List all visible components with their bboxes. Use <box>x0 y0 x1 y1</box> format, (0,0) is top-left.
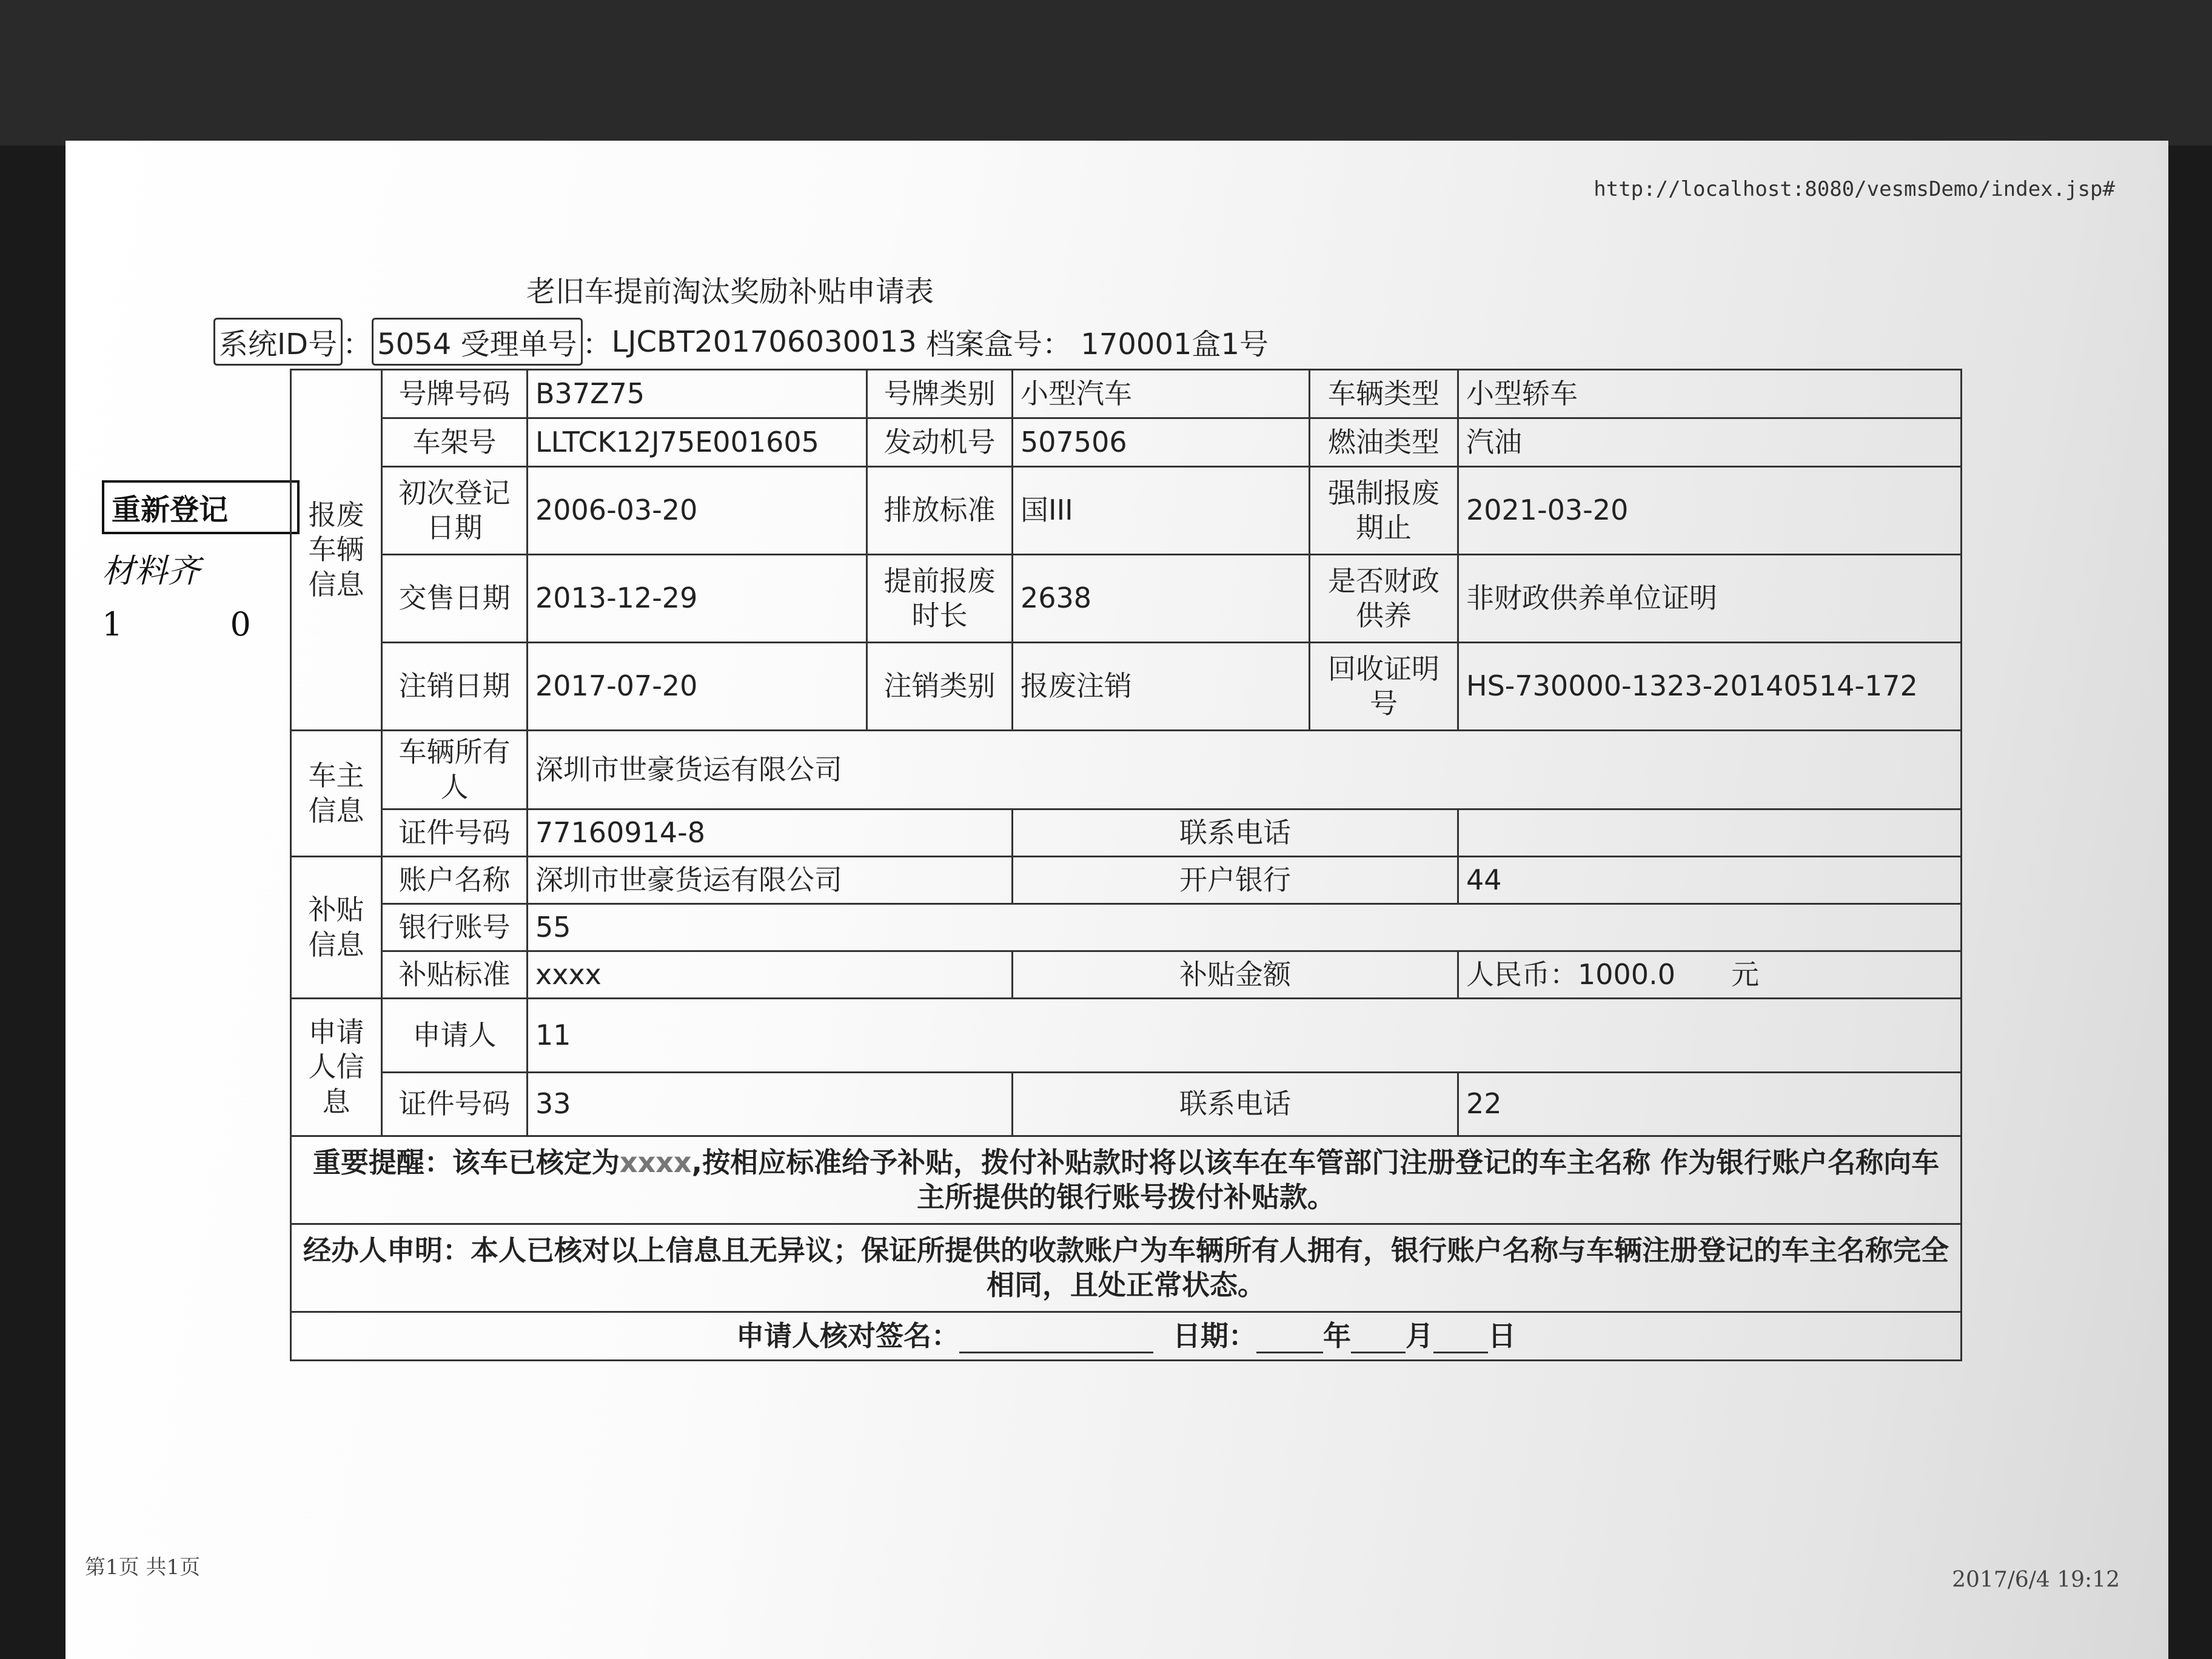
table-row <box>291 809 1962 857</box>
early-scrap-value: 2638 <box>1013 555 1310 643</box>
year-line[interactable] <box>1256 1327 1323 1353</box>
cancel-date-label: 注销日期 <box>382 643 528 731</box>
table-row <box>291 857 1962 904</box>
month-line[interactable] <box>1351 1327 1406 1353</box>
table-row <box>291 951 1962 999</box>
group-owner-info: 车主信息 <box>291 731 382 857</box>
signature-line[interactable] <box>959 1327 1153 1353</box>
application-form-table <box>290 369 1962 1361</box>
group-vehicle-info: 报废车辆信息 <box>291 370 382 731</box>
applicant-value: 11 <box>528 999 1962 1073</box>
handwritten-stamp: 重新登记 <box>102 480 300 534</box>
group-subsidy-info: 补贴信息 <box>291 857 382 999</box>
group-applicant-info: 申请人信息 <box>291 999 382 1136</box>
plate-type-label: 号牌类别 <box>867 370 1013 418</box>
important-reminder <box>291 1136 1962 1224</box>
system-id-label: 系统ID号 <box>213 318 343 366</box>
table-row <box>291 555 1962 643</box>
fuel-value: 汽油 <box>1458 418 1962 467</box>
handwritten-marks: 1 0 <box>102 605 300 643</box>
table-row <box>291 643 1962 731</box>
bank-label: 开户银行 <box>1013 857 1458 904</box>
fuel-label: 燃油类型 <box>1310 418 1458 467</box>
account-name-value: 深圳市世豪货运有限公司 <box>528 857 1013 904</box>
separator: ： <box>582 327 612 361</box>
amount-value: 人民币：1000.0 元 <box>1458 951 1962 999</box>
table-row <box>291 467 1962 555</box>
handwritten-note: 材料齐 <box>102 552 200 590</box>
cancel-type-value: 报废注销 <box>1013 643 1310 731</box>
table-row <box>291 999 1962 1073</box>
plate-label: 号牌号码 <box>382 370 528 418</box>
standard-label: 补贴标准 <box>382 951 528 999</box>
engine-label: 发动机号 <box>867 418 1013 467</box>
owner-value: 深圳市世豪货运有限公司 <box>528 731 1962 809</box>
first-reg-value: 2006-03-20 <box>528 467 867 555</box>
vehicle-type-label: 车辆类型 <box>1310 370 1458 418</box>
amount-label: 补贴金额 <box>1013 951 1458 999</box>
early-scrap-label: 提前报废时长 <box>867 555 1013 643</box>
forced-scrap-value: 2021-03-20 <box>1458 467 1962 555</box>
table-row <box>291 904 1962 951</box>
recycle-cert-label: 回收证明号 <box>1310 643 1458 731</box>
background-top <box>0 0 2212 146</box>
day-line[interactable] <box>1433 1327 1488 1353</box>
standard-value: xxxx <box>528 951 1013 999</box>
signature-row <box>291 1312 1962 1361</box>
applicant-phone-value: 22 <box>1458 1073 1962 1136</box>
table-row <box>291 1136 1962 1224</box>
applicant-id-value: 33 <box>528 1073 1013 1136</box>
day-label: 日 <box>1488 1319 1517 1352</box>
vehicle-type-value: 小型轿车 <box>1458 370 1962 418</box>
frame-value: LLTCK12J75E001605 <box>528 418 867 467</box>
first-reg-label: 初次登记日期 <box>382 467 528 555</box>
sale-date-value: 2013-12-29 <box>528 555 867 643</box>
emission-value: 国III <box>1013 467 1310 555</box>
handler-declaration: 经办人申明：本人已核对以上信息且无异议；保证所提供的收款账户为车辆所有人拥有，银行账户名称与车辆注册登记的车主名称完全相同，且处正常状态。 <box>291 1224 1962 1312</box>
recycle-cert-value: HS-730000-1323-20140514-172 <box>1458 643 1962 731</box>
print-url: http://localhost:8080/vesmsDemo/index.jsp# <box>1594 177 2115 201</box>
signature-label: 申请人核对签名： <box>736 1319 959 1352</box>
frame-label: 车架号 <box>382 418 528 467</box>
receipt-value: LJCBT201706030013 <box>611 324 917 359</box>
print-timestamp: 2017/6/4 19:12 <box>1952 1567 2120 1592</box>
date-label: 日期： <box>1173 1319 1257 1352</box>
applicant-phone-label: 联系电话 <box>1013 1073 1458 1136</box>
owner-phone-label: 联系电话 <box>1013 809 1458 857</box>
owner-phone-value <box>1458 809 1962 857</box>
applicant-label: 申请人 <box>382 999 528 1073</box>
bank-value: 44 <box>1458 857 1962 904</box>
paper-sheet <box>65 141 2168 1659</box>
owner-label: 车辆所有人 <box>382 731 528 809</box>
account-name-label: 账户名称 <box>382 857 528 904</box>
cancel-type-label: 注销类别 <box>867 643 1013 731</box>
plate-type-value: 小型汽车 <box>1013 370 1310 418</box>
table-row <box>291 418 1962 467</box>
reminder-prefix: 重要提醒：该车已核定为 <box>312 1145 620 1179</box>
finance-value: 非财政供养单位证明 <box>1458 555 1962 643</box>
reminder-text: ,按相应标准给予补贴，拨付补贴款时将以该车在车管部门注册登记的车主名称 作为银行账户名称向车主所提供的银行账号拨付补贴款。 <box>691 1145 1940 1213</box>
page-number: 第1页 共1页 <box>85 1555 201 1580</box>
cancel-date-value: 2017-07-20 <box>528 643 867 731</box>
reminder-placeholder: xxxx <box>619 1145 692 1179</box>
account-no-value: 55 <box>528 904 1962 951</box>
archive-value: 170001盒1号 <box>1081 327 1269 361</box>
account-no-label: 银行账号 <box>382 904 528 951</box>
handwritten-notes <box>102 480 300 643</box>
finance-label: 是否财政供养 <box>1310 555 1458 643</box>
table-row <box>291 1073 1962 1136</box>
form-title: 老旧车提前淘汰奖励补贴申请表 <box>526 275 934 309</box>
table-row <box>291 1312 1962 1361</box>
archive-label: 档案盒号： <box>926 327 1072 361</box>
table-row <box>291 731 1962 809</box>
plate-value: B37Z75 <box>528 370 867 418</box>
separator: ： <box>343 327 372 361</box>
engine-value: 507506 <box>1013 418 1310 467</box>
forced-scrap-label: 强制报废期止 <box>1310 467 1458 555</box>
system-id-value: 5054 <box>377 327 452 361</box>
receipt-label: 受理单号 <box>460 327 577 361</box>
system-id-box <box>372 318 582 366</box>
applicant-id-label: 证件号码 <box>382 1073 528 1136</box>
month-label: 月 <box>1406 1319 1434 1352</box>
sale-date-label: 交售日期 <box>382 555 528 643</box>
owner-id-value: 77160914-8 <box>528 809 1013 857</box>
year-label: 年 <box>1323 1319 1352 1352</box>
form-subheader <box>213 318 1269 366</box>
owner-id-label: 证件号码 <box>382 809 528 857</box>
table-row <box>291 1224 1962 1312</box>
table-row <box>291 370 1962 418</box>
emission-label: 排放标准 <box>867 467 1013 555</box>
